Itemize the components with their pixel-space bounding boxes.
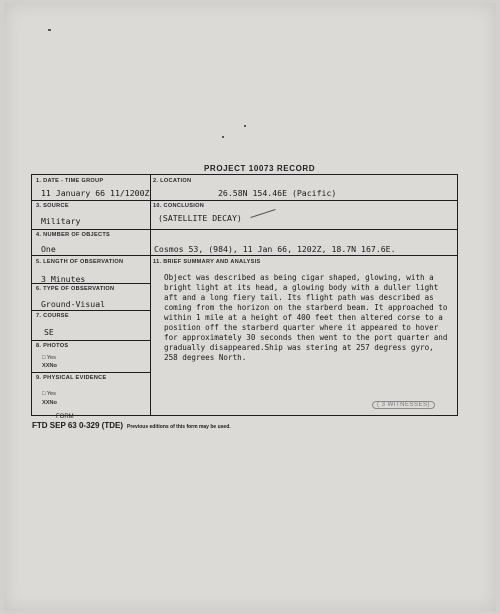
- length-obs-label: 5. LENGTH OF OBSERVATION: [36, 259, 124, 265]
- scan-speck: [244, 125, 246, 127]
- form-code-text: FTD SEP 63 0-329 (TDE): [32, 421, 123, 430]
- column-divider: [150, 175, 151, 415]
- physical-no-checkbox: XXNo: [42, 400, 57, 406]
- summary-line: gradually disappeared.Ship was stering at 257 degress gyro,: [164, 343, 434, 352]
- row-divider: [32, 255, 457, 256]
- date-time-label: 1. DATE - TIME GROUP: [36, 178, 104, 184]
- form-note: Previous editions of this form may be used.: [127, 424, 231, 430]
- date-time-value: 11 January 66 11/1200Z: [41, 188, 150, 198]
- row-divider: [32, 340, 150, 341]
- location-label: 2. LOCATION: [153, 178, 192, 184]
- conclusion-label: 10. CONCLUSION: [153, 203, 205, 209]
- num-objects-label: 4. NUMBER OF OBJECTS: [36, 232, 111, 238]
- summary-line: within 1 mile at a height of 400 feet then altered corse to a: [164, 313, 443, 322]
- witnesses-stamp: ( 3 WITNESSES): [372, 401, 435, 409]
- row-divider: [32, 200, 457, 201]
- length-obs-value: 3 Minutes: [41, 274, 86, 284]
- summary-line: bright light at its head, a glowing body with a duller light: [164, 283, 439, 292]
- pen-stroke: [250, 209, 275, 218]
- photos-yes-checkbox: □ Yes: [42, 355, 56, 361]
- summary-line: Object was described as being cigar shaped, glowing, with a: [164, 273, 434, 282]
- row-divider: [32, 229, 457, 230]
- summary-line: position off the starberd quarter where it appeared to hover: [164, 323, 439, 332]
- conclusion-detail: Cosmos 53, (984), 11 Jan 66, 1202Z, 18.7N 167.6E.: [154, 244, 396, 254]
- summary-line: aft and a long fiery tail. Its flight path was described as: [164, 293, 434, 302]
- form-word: FORM: [56, 414, 74, 420]
- document-page: [4, 3, 496, 611]
- summary-line: coming from the horizon on the starberd beam. It approached to: [164, 303, 448, 312]
- course-value: SE: [44, 327, 54, 337]
- record-title: PROJECT 10073 RECORD: [204, 164, 316, 173]
- summary-text: [164, 273, 446, 363]
- type-obs-label: 6. TYPE OF OBSERVATION: [36, 286, 115, 292]
- location-value: 26.58N 154.46E (Pacific): [218, 188, 337, 198]
- num-objects-value: One: [41, 244, 56, 254]
- row-divider: [32, 310, 150, 311]
- row-divider: [32, 372, 150, 373]
- form-code: [32, 421, 231, 430]
- course-label: 7. COURSE: [36, 313, 69, 319]
- scan-speck: [48, 29, 51, 31]
- summary-label: 11. BRIEF SUMMARY AND ANALYSIS: [153, 259, 261, 265]
- summary-line: for approximately 30 seconds then went to the port quarter and: [164, 333, 448, 342]
- scan-speck: [222, 136, 224, 138]
- photos-label: 8. PHOTOS: [36, 343, 69, 349]
- source-value: Military: [41, 216, 81, 226]
- type-obs-value: Ground-Visual: [41, 299, 106, 309]
- physical-yes-checkbox: □ Yes: [42, 391, 56, 397]
- conclusion-value: (SATELLITE DECAY): [158, 213, 242, 223]
- physical-evidence-label: 9. PHYSICAL EVIDENCE: [36, 375, 107, 381]
- source-label: 3. SOURCE: [36, 203, 69, 209]
- photos-no-checkbox: XXNo: [42, 363, 57, 369]
- summary-line: 258 degrees North.: [164, 353, 247, 362]
